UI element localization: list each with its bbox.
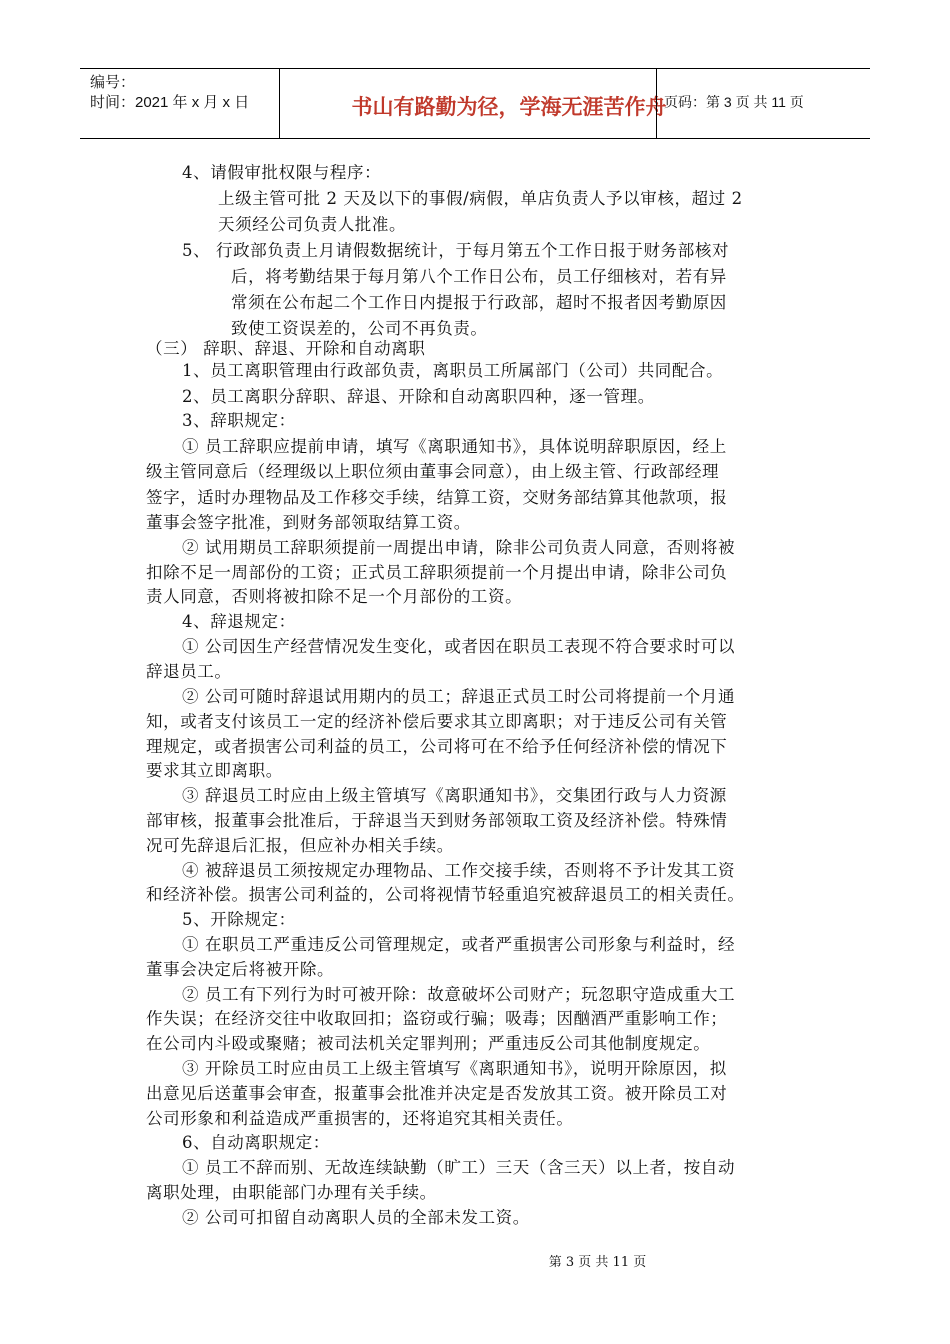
text-line: 4、辞退规定： [182, 612, 296, 631]
text-line: ② 试用期员工辞职须提前一周提出申请，除非公司负责人同意，否则将被 [182, 538, 736, 557]
text-line: 董事会签字批准，到财务部领取结算工资。 [146, 513, 471, 532]
text-line: 5、 行政部负责上月请假数据统计，于每月第五个工作日报于财务部核对 [182, 241, 730, 260]
text-line: 董事会决定后将被开除。 [146, 960, 335, 979]
header-divider-right [656, 69, 657, 138]
header-meta [90, 73, 249, 113]
text-line: 在公司内斗殴或聚赌；被司法机关定罪判刑；严重违反公司其他制度规定。 [146, 1034, 711, 1053]
header-divider-left [279, 69, 280, 138]
section-heading: （三） 辞职、辞退、开除和自动离职 [146, 339, 426, 358]
page-number-label: 页码：第 3 页 共 11 页 [664, 94, 804, 110]
text-line: 5、开除规定： [182, 910, 296, 929]
text-line: ① 员工辞职应提前申请，填写《离职通知书》，具体说明辞职原因，经上 [182, 437, 727, 456]
text-line: ③ 辞退员工时应由上级主管填写《离职通知书》，交集团行政与人力资源 [182, 786, 727, 805]
text-line: 6、自动离职规定： [182, 1133, 330, 1152]
text-line: ④ 被辞退员工须按规定办理物品、工作交接手续，否则将不予计发其工资 [182, 861, 736, 880]
text-line: 签字，适时办理物品及工作移交手续，结算工资，交财务部结算其他款项，报 [146, 488, 728, 507]
text-line: 常须在公布起二个工作日内提报于行政部，超时不报者因考勤原因 [231, 293, 727, 312]
text-line: 况可先辞退后汇报，但应补办相关手续。 [146, 836, 454, 855]
text-line: 公司形象和利益造成严重损害的，还将追究其相关责任。 [146, 1109, 574, 1128]
page-header [80, 68, 870, 139]
text-line: ③ 开除员工时应由员工上级主管填写《离职通知书》，说明开除原因，拟 [182, 1059, 727, 1078]
text-line: 4、请假审批权限与程序： [182, 163, 382, 182]
motto-title: 书山有路勤为径，学海无涯苦作舟 [351, 96, 667, 119]
text-line: 级主管同意后（经理级以上职位须由董事会同意），由上级主管、行政部经理 [146, 462, 720, 481]
text-line: 后，将考勤结果于每月第八个工作日公布，员工仔细核对，若有异 [231, 267, 727, 286]
text-line: 知，或者支付该员工一定的经济补偿后要求其立即离职；对于违反公司有关管 [146, 712, 728, 731]
text-line: 责人同意，否则将被扣除不足一个月部份的工资。 [146, 587, 523, 606]
text-line: 天须经公司负责人批准。 [218, 215, 407, 234]
text-line: 辞退员工。 [146, 662, 232, 681]
text-line: 要求其立即离职。 [146, 761, 283, 780]
text-line: 离职处理，由职能部门办理有关手续。 [146, 1183, 437, 1202]
page-footer: 第 3 页 共 11 页 [548, 1255, 647, 1270]
text-line: 1、员工离职管理由行政部负责，离职员工所属部门（公司）共同配合。 [182, 361, 724, 380]
text-line: 出意见后送董事会审查，报董事会批准并决定是否发放其工资。被开除员工对 [146, 1084, 728, 1103]
text-line: 理规定，或者损害公司利益的员工，公司将可在不给予任何经济补偿的情况下 [146, 737, 728, 756]
text-line: 部审核，报董事会批准后，于辞退当天到财务部领取工资及经济补偿。特殊情 [146, 811, 728, 830]
text-line: 2、员工离职分辞职、辞退、开除和自动离职四种，逐一管理。 [182, 387, 655, 406]
text-line: 3、辞职规定： [182, 411, 296, 430]
text-line: 作失误；在经济交往中收取回扣；盗窃或行骗；吸毒；因酗酒严重影响工作； [146, 1009, 728, 1028]
text-line: ② 公司可扣留自动离职人员的全部未发工资。 [182, 1208, 530, 1227]
text-line: 致使工资误差的，公司不再负责。 [231, 319, 488, 338]
text-line: 上级主管可批 2 天及以下的事假/病假，单店负责人予以审核，超过 2 [218, 189, 743, 208]
time-label: 时间：2021 年 x 月 x 日 [90, 94, 250, 111]
text-line: ① 员工不辞而别、无故连续缺勤（旷工）三天（含三天）以上者，按自动 [182, 1158, 736, 1177]
text-line: 和经济补偿。损害公司利益的，公司将视情节轻重追究被辞退员工的相关责任。 [146, 885, 745, 904]
text-line: ② 公司可随时辞退试用期内的员工；辞退正式员工时公司将提前一个月通 [182, 687, 736, 706]
text-line: 扣除不足一周部份的工资；正式员工辞职须提前一个月提出申请，除非公司负 [146, 563, 728, 582]
text-line: ② 员工有下列行为时可被开除：故意破坏公司财产；玩忽职守造成重大工 [182, 985, 736, 1004]
number-label: 编号： [90, 74, 136, 91]
text-line: ① 公司因生产经营情况发生变化，或者因在职员工表现不符合要求时可以 [182, 637, 736, 656]
text-line: ① 在职员工严重违反公司管理规定，或者严重损害公司形象与利益时，经 [182, 935, 736, 954]
